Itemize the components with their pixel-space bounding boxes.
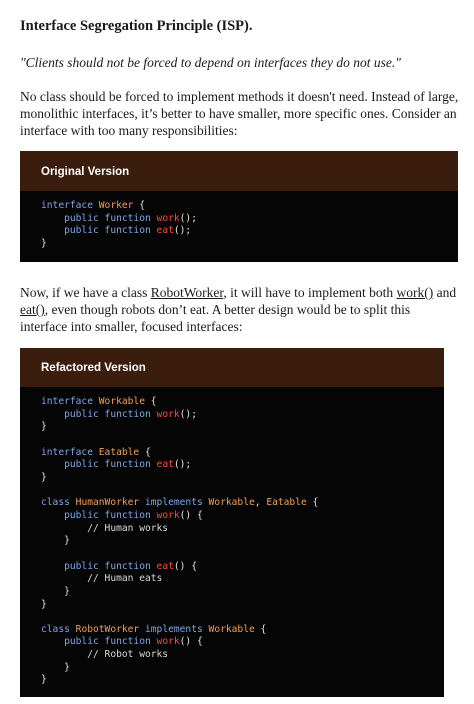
code-keyword: function	[104, 225, 151, 237]
code-keyword: public	[64, 636, 99, 648]
robotworker-link[interactable]: RobotWorker	[150, 285, 224, 300]
work-link[interactable]: work()	[396, 285, 434, 300]
code-method: work	[156, 408, 180, 420]
code-type: Workable	[98, 396, 145, 407]
code-comment: // Human eats	[87, 573, 163, 585]
code-method: eat	[156, 459, 174, 471]
code-keyword: function	[104, 509, 151, 521]
code-keyword: function	[104, 212, 151, 224]
text: , it will have to implement both	[223, 285, 397, 300]
code-keyword: class	[41, 497, 70, 509]
refactored-code-block	[20, 348, 444, 697]
code-comment: // Human works	[87, 522, 169, 534]
code-keyword: function	[104, 459, 151, 471]
code-keyword: public	[64, 560, 99, 572]
text: and	[433, 285, 457, 300]
code-keyword: function	[104, 408, 151, 420]
original-code	[20, 191, 458, 251]
code-keyword: function	[104, 636, 151, 648]
section-title: Interface Segregation Principle (ISP).	[20, 18, 253, 34]
code-keyword: public	[64, 212, 99, 224]
code-type: Workable	[208, 623, 255, 635]
code-punct: }	[41, 237, 47, 249]
text: , even though robots don’t eat. A better design would be to split this interface into smaller, focused interfaces:	[20, 302, 411, 334]
eat-link[interactable]: eat()	[20, 302, 45, 317]
code-keyword: function	[104, 560, 151, 572]
explanation-paragraph	[20, 284, 460, 335]
code-punct: {	[133, 200, 145, 211]
code-type: Workable	[208, 497, 255, 509]
code-punct: ();	[173, 225, 192, 237]
code-type: HumanWorker	[75, 497, 140, 509]
refactored-code: interface Workable { public function work(); } interface Eatable { public function eat(); } class HumanWorker implements Workable, Eatable { public function work() { // Human works } public function eat() { // Human eats } } class RobotWorker implements Workable { public function work() { // Robot works } }	[41, 396, 319, 686]
code-keyword: public	[64, 408, 99, 420]
intro-paragraph: No class should be forced to implement methods it doesn't need. Instead of large, monolithic interfaces, it’s better to have smaller, more specific ones. Consider an interface with too many responsibilities:	[20, 89, 459, 138]
code-keyword: implements	[145, 623, 203, 635]
code-method: work	[156, 509, 180, 521]
principle-quote: "Clients should not be forced to depend on interfaces they do not use."	[20, 55, 401, 70]
code-method: eat	[156, 560, 174, 572]
refactored-code-header: Refactored Version	[20, 348, 444, 387]
code-type: RobotWorker	[75, 623, 140, 635]
original-code-block	[20, 151, 458, 262]
code-type: Eatable	[98, 446, 140, 458]
code-keyword: interface	[41, 200, 93, 211]
code-method: eat	[156, 225, 174, 237]
code-keyword: implements	[145, 497, 203, 509]
code-type: Eatable	[266, 497, 307, 509]
code-punct: ();	[179, 212, 197, 224]
code-comment: // Robot works	[87, 649, 169, 661]
code-method: work	[156, 636, 180, 648]
code-keyword: public	[64, 459, 99, 471]
code-keyword: public	[64, 509, 99, 521]
code-keyword: class	[41, 623, 70, 635]
code-type: Worker	[98, 200, 134, 211]
text: Now, if we have a class	[20, 285, 151, 300]
code-keyword: interface	[41, 396, 93, 407]
code-keyword: public	[64, 225, 99, 237]
code-keyword: interface	[41, 446, 93, 458]
code-method: work	[156, 212, 180, 224]
original-code-header: Original Version	[20, 151, 458, 191]
